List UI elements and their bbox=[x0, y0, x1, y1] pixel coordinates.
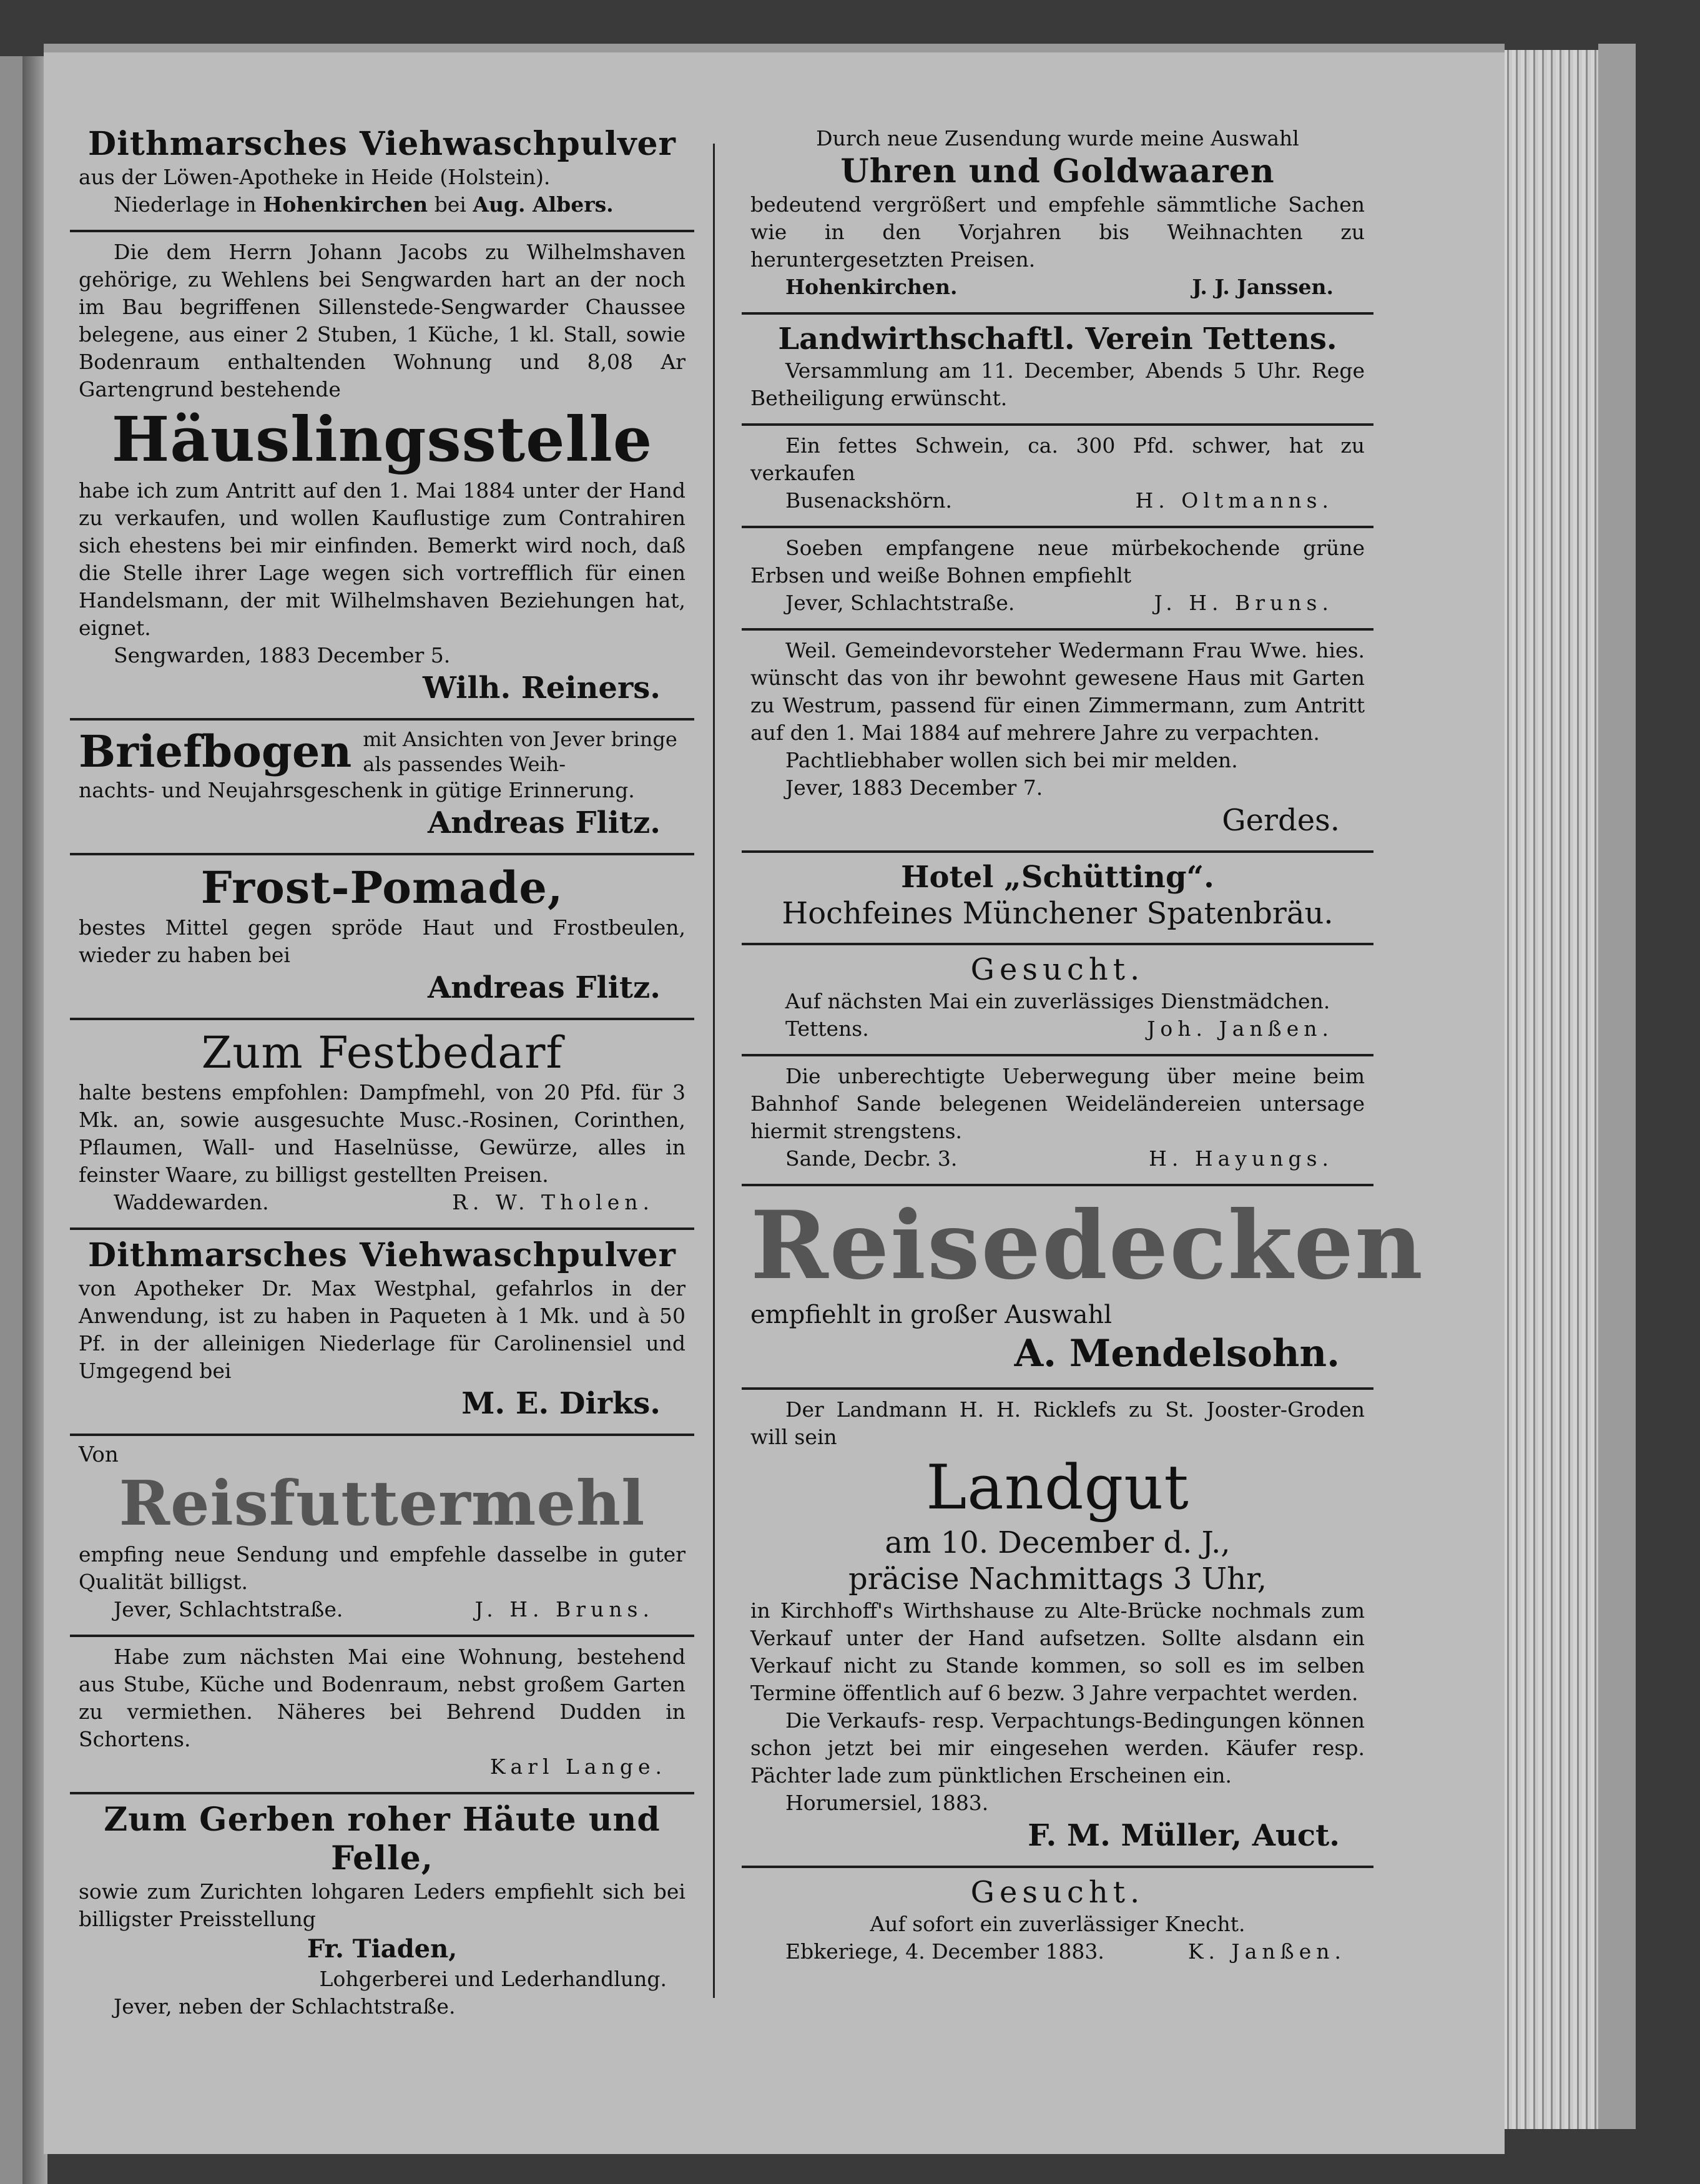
place: Sande, Decbr. 3. bbox=[785, 1146, 958, 1171]
ad-intro: Der Landmann H. H. Ricklefs zu St. Jooster-Groden will sein bbox=[750, 1397, 1365, 1449]
ad-dateline: Jever, 1883 December 7. bbox=[785, 775, 1043, 800]
ad-text: habe ich zum Antritt auf den 1. Mai 1884 unter der Hand zu verkaufen, und wollen Kauflustige zum Contrahiren sich ehestens bei mir einfinden. Bemerkt wird noch, daß die Stelle ihrer Lage wegen sich vortrefflich für einen Handelsmann, der mit Wilhelmshaven Beziehungen hat, eignet. bbox=[79, 478, 685, 640]
ad-briefbogen bbox=[70, 721, 694, 855]
place: Jever, Schlachtstraße. bbox=[114, 1597, 343, 1621]
ad-headline: Gesucht. bbox=[970, 952, 1145, 987]
ad-line: Hotel „Schütting“. bbox=[901, 860, 1214, 895]
foxed-edge bbox=[1598, 44, 1636, 2129]
name: J. H. Bruns. bbox=[474, 1597, 654, 1621]
ad-signature: Andreas Flitz. bbox=[427, 970, 661, 1005]
ad-gerben bbox=[70, 1794, 694, 2032]
ad-gesucht-knecht bbox=[742, 1868, 1373, 1977]
place: Busenackshörn. bbox=[785, 488, 952, 513]
ad-schwein bbox=[742, 426, 1373, 528]
ad-text: Auf sofort ein zuverlässiger Knecht. bbox=[870, 1912, 1246, 1936]
ad-line: Hochfeines Münchener Spatenbräu. bbox=[782, 896, 1334, 931]
ad-signature: F. M. Müller, Auct. bbox=[1028, 1818, 1340, 1853]
name: J. H. Bruns. bbox=[1154, 591, 1334, 615]
ad-signature: Gerdes. bbox=[1222, 803, 1340, 838]
ad-viehwaschpulver-westphal bbox=[70, 1230, 694, 1436]
ad-signature-row bbox=[79, 1753, 685, 1781]
ad-headline: Gesucht. bbox=[970, 1875, 1145, 1910]
ad-headline: Briefbogen bbox=[79, 726, 352, 777]
ad-sub: Lohgerberei und Lederhandlung. bbox=[319, 1967, 667, 1991]
ad-verpachtung bbox=[742, 631, 1373, 853]
ad-headline: Reisfuttermehl bbox=[119, 1468, 646, 1540]
ad-headline: Frost-Pomade, bbox=[200, 862, 564, 913]
ad-dateline: Sengwarden, 1883 December 5. bbox=[114, 643, 451, 667]
ad-text: Auf nächsten Mai ein zuverlässiges Dienstmädchen. bbox=[785, 989, 1330, 1013]
ad-gesucht-dienstmaedchen bbox=[742, 945, 1373, 1056]
ad-verein-tettens bbox=[742, 315, 1373, 426]
ad-headline: Reisedecken bbox=[750, 1191, 1425, 1301]
ad-text: Habe zum nächsten Mai eine Wohnung, bestehend aus Stube, Küche und Bodenraum, nebst großem Garten zu vermiethen. Näheres bei Behrend Dudden in Schortens. bbox=[79, 1645, 685, 1751]
ad-signature-row bbox=[750, 273, 1365, 301]
ad-reisfuttermehl bbox=[70, 1436, 694, 1637]
ad-intro: Durch neue Zusendung wurde meine Auswahl bbox=[816, 126, 1299, 150]
ad-signature-row bbox=[750, 1015, 1365, 1043]
ad-ueberwegung bbox=[742, 1056, 1373, 1186]
ad-text: Die unberechtigte Ueberwegung über meine beim Bahnhof Sande belegenen Weideländereien untersage hiermit strengstens. bbox=[750, 1064, 1365, 1143]
ad-dateline: Horumersiel, 1883. bbox=[785, 1791, 989, 1815]
name: Aug. Albers. bbox=[473, 192, 614, 217]
place: Hohenkirchen. bbox=[785, 275, 958, 299]
ad-text: Versammlung am 11. December, Abends 5 Uhr. Rege Betheiligung erwünscht. bbox=[750, 358, 1365, 410]
name: Joh. Janßen. bbox=[1147, 1016, 1334, 1041]
ad-headline: Uhren und Goldwaaren bbox=[840, 152, 1275, 190]
ad-signature-row bbox=[750, 1938, 1365, 1965]
name: H. Oltmanns. bbox=[1135, 488, 1334, 513]
name: K. Janßen. bbox=[1187, 1939, 1346, 1964]
ad-headline: Landgut bbox=[926, 1452, 1189, 1523]
ad-text: nachts- und Neujahrsgeschenk in gütige Erinnerung. bbox=[79, 778, 635, 802]
ad-place: Jever, neben der Schlachtstraße. bbox=[114, 1994, 456, 2019]
ad-text: empfing neue Sendung und empfehle dasselbe in guter Qualität billigst. bbox=[79, 1542, 685, 1594]
ad-text: von Apotheker Dr. Max Westphal, gefahrlos in der Anwendung, ist zu haben in Paqueten à 1 Mk. und à 50 Pf. in der alleinigen Niederlage für Carolinensiel und Umgegend bei bbox=[79, 1276, 685, 1383]
ad-text: Die dem Herrn Johann Jacobs zu Wilhelmshaven gehörige, zu Wehlens bei Sengwarden hart an der noch im Bau begriffenen Sillenstede-Sengwarder Chaussee belegene, aus einer 2 Stuben, 1 Küche, 1 kl. Stall, sowie Bodenraum enthaltenden Wohnung und 8,08 Ar Gartengrund bestehende bbox=[79, 240, 685, 401]
ad-side-text: mit Ansichten von Jever bringe als passendes Weih- bbox=[363, 727, 677, 776]
name: J. J. Janssen. bbox=[1192, 275, 1334, 299]
ad-text: sowie zum Zurichten lohgaren Leders empfiehlt sich bei billigster Preisstellung bbox=[79, 1879, 685, 1931]
ad-signature-row bbox=[750, 589, 1365, 617]
ad-frost-pomade bbox=[70, 855, 694, 1020]
ad-reisedecken bbox=[742, 1186, 1425, 1390]
ad-wohnung bbox=[70, 1637, 694, 1794]
ad-viehwaschpulver-heide bbox=[70, 119, 694, 232]
ad-text: Ein fettes Schwein, ca. 300 Pfd. schwer, hat zu verkaufen bbox=[750, 433, 1365, 485]
ad-line: präcise Nachmittags 3 Uhr, bbox=[848, 1562, 1267, 1596]
ad-landgut bbox=[742, 1390, 1373, 1868]
ad-text: halte bestens empfohlen: Dampfmehl, von 20 Pfd. für 3 Mk. an, sowie ausgesuchte Musc.-Rosinen, Corinthen, Pflaumen, Wall- und Haselnüsse, Gewürze, alles in feinster Waare, zu billigst gestellten Preisen. bbox=[79, 1080, 685, 1187]
ad-headline: Zum Festbedarf bbox=[201, 1027, 563, 1078]
ad-text: in Kirchhoff's Wirthshause zu Alte-Brücke nochmals zum Verkauf unter der Hand aufsetzen. Sollte alsdann ein Verkauf nicht zu Stande kommen, so soll es im selben Termine öffentlich auf 6 bezw. 3 Jahre verpachtet werden. bbox=[750, 1598, 1365, 1705]
ad-headline: Zum Gerben roher Häute und Felle, bbox=[104, 1801, 661, 1877]
ad-signature: M. E. Dirks. bbox=[461, 1386, 661, 1421]
ad-hotel-schuetting bbox=[742, 853, 1373, 945]
ad-signature-row bbox=[79, 1189, 685, 1216]
briefbogen-row bbox=[79, 727, 685, 777]
name: R. W. Tholen. bbox=[452, 1190, 654, 1214]
ad-text: Weil. Gemeindevorsteher Wedermann Frau Wwe. hies. wünscht das von ihr bewohnt gewesene Haus mit Garten zu Westrum, passend für einen Zimmermann, zum Antritt auf den 1. Mai 1884 auf mehrere Jahre zu verpachten. bbox=[750, 638, 1365, 745]
place: Hohenkirchen bbox=[263, 192, 428, 217]
ad-signature-row bbox=[750, 1145, 1365, 1173]
left-page-edge bbox=[0, 56, 22, 2184]
place: Jever, Schlachtstraße. bbox=[785, 591, 1015, 615]
ad-signature-row bbox=[750, 487, 1365, 514]
ad-festbedarf bbox=[70, 1020, 694, 1230]
place: Waddewarden. bbox=[114, 1190, 269, 1214]
ad-text: empfiehlt in großer Auswahl bbox=[750, 1301, 1113, 1329]
ad-signature: A. Mendelsohn. bbox=[1014, 1332, 1340, 1375]
place: Tettens. bbox=[785, 1016, 869, 1041]
ad-title: Dithmarsches Viehwaschpulver bbox=[88, 125, 676, 163]
ad-intro: Von bbox=[79, 1442, 119, 1467]
ad-signature: Andreas Flitz. bbox=[427, 805, 661, 840]
ad-text: bedeutend vergrößert und empfehle sämmtliche Sachen wie in den Vorjahren bis Weihnachten zu heruntergesetzten Preisen. bbox=[750, 192, 1365, 272]
ad-title: Dithmarsches Viehwaschpulver bbox=[88, 1236, 676, 1274]
name: Karl Lange. bbox=[489, 1754, 667, 1779]
place: Ebkeriege, 4. December 1883. bbox=[785, 1939, 1104, 1964]
ad-line bbox=[79, 191, 685, 219]
ad-haeuslingsstelle bbox=[70, 232, 694, 721]
ad-line: aus der Löwen-Apotheke in Heide (Holstein). bbox=[79, 165, 551, 189]
ad-headline: Landwirthschaftl. Verein Tettens. bbox=[778, 322, 1337, 357]
text: Niederlage in bbox=[114, 192, 257, 217]
ad-line: am 10. December d. J., bbox=[885, 1525, 1231, 1560]
name: H. Hayungs. bbox=[1149, 1146, 1334, 1171]
ad-erbsen bbox=[742, 528, 1373, 631]
ad-text: Soeben empfangene neue mürbekochende grüne Erbsen und weiße Bohnen empfiehlt bbox=[750, 536, 1365, 588]
text: bei bbox=[434, 192, 466, 217]
ad-text: Die Verkaufs- resp. Verpachtungs-Bedingungen können schon jetzt bei mir eingesehen werden. Käufer resp. Pächter lade zum pünktlichen Erscheinen ein. bbox=[750, 1708, 1365, 1788]
ad-signature: Fr. Tiaden, bbox=[307, 1934, 458, 1964]
left-column bbox=[70, 119, 694, 2032]
right-column bbox=[742, 119, 1425, 1977]
ad-text: bestes Mittel gegen spröde Haut und Frostbeulen, wieder zu haben bei bbox=[79, 915, 685, 967]
ad-text: Pachtliebhaber wollen sich bei mir melden. bbox=[785, 748, 1238, 772]
ad-uhren bbox=[742, 119, 1373, 315]
ad-headline: Häuslingsstelle bbox=[111, 404, 653, 476]
ad-signature-row bbox=[79, 1596, 685, 1623]
ad-signature: Wilh. Reiners. bbox=[423, 671, 661, 706]
column-divider bbox=[713, 144, 715, 1998]
